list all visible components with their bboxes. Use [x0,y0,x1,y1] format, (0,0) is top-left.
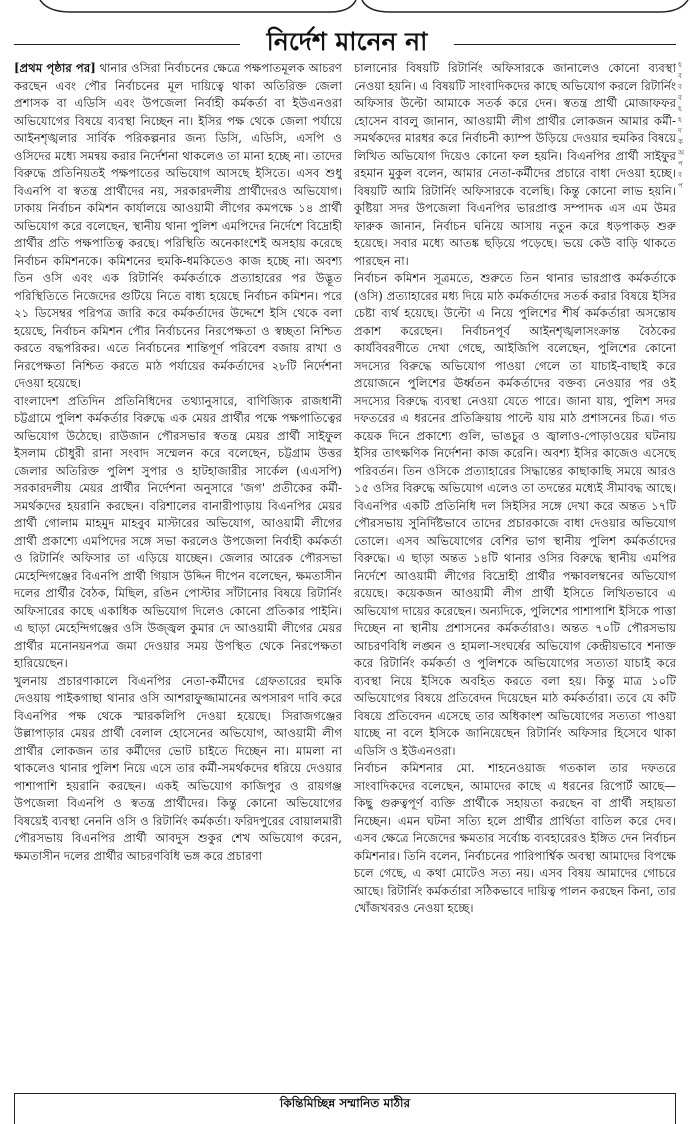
margin-glyph: হ [678,61,682,69]
margin-glyph: ব [678,94,682,102]
left-column [14,60,342,1090]
top-border-curve [0,0,690,14]
margin-glyph: ক [678,138,683,146]
paragraph: খুলনায় প্রচারণাকালে বিএনপির নেতা-কর্মীদের গ্রেফতারের হুমকি দেওয়ায় পাইকগাছা থানার ওসি আশরাফুজ্জামানের অপসারণ দাবি করে বিএনপির পক্ষ থেকে স্মারকলিপি দেওয়া হয়েছে। সিরাজগঞ্জের উল্লাপাড়ার মেয়র প্রার্থী বেলাল হোসেনের অভিযোগ, আওয়ামী লীগ প্রার্থীর লোকজন তার কর্মীদের ভোট চাইতে দিচ্ছেন না। মামলা না থাকলেও থানার পুলিশ নিয়ে এসে তার কর্মী-সমর্থকদের ধরিয়ে দেওয়ার পাশাপাশি হয়রানি করছেন। একই অভিযোগ কাজিপুর ও রায়গঞ্জ উপজেলা বিএনপি ও স্বতন্ত্র প্রার্থীদের। কিন্তু কোনো অভিযোগের বিষয়েই ব্যবস্থা নেননি ওসি ও রিটার্নিং কর্মকর্তা। ফরিদপুরের বোয়ালমারী পৌরসভায় বিএনপির প্রার্থী আবদুস শুকুর শেখ অভিযোগ করেন, ক্ষমতাসীন দলের প্রার্থীর আচরণবিধি ভঙ্গ করে প্রচারণা [14,673,342,863]
margin-glyph: ব [678,83,682,91]
continued-from-marker: [প্রথম পৃষ্ঠার পর] [14,61,96,75]
right-column [354,60,676,1090]
bottom-box-heading: কিন্তিমিচ্ছিন্ন সম্মানিত মাঠীর [279,1096,411,1110]
margin-glyph: দ [678,127,682,135]
article-body [14,60,676,1090]
margin-glyph: হ [678,116,682,124]
margin-glyph: অ [678,149,685,157]
headline-rule-left [14,44,240,45]
margin-glyph: প [678,182,683,190]
paragraph [14,60,342,393]
margin-glyph: প [678,160,683,168]
bottom-boxed-article [14,1093,676,1124]
margin-glyph: ব [678,72,682,80]
paragraph: নির্বাচন কমিশন সূত্রমতে, শুরুতে তিন থানার ভারপ্রাপ্ত কর্মকর্তাকে (ওসি) প্রত্যাহারের মধ্য দিয়ে মাঠ কর্মকর্তাদের সতর্ক করার বিষয়ে ইসির চেষ্টা ব্যর্থ হয়েছে। উল্টো এ নিয়ে পুলিশের শীর্ষ কর্মকর্তারা অসন্তোষ প্রকাশ করেছেন। নির্বাচনপূর্ব আইনশৃঙ্খলাসংক্রান্ত বৈঠকের কার্যবিবরণীতে দেখা গেছে, আইজিপি বলেছেন, পুলিশের কোনো সদস্যের বিরুদ্ধে অভিযোগ পাওয়া গেলে তা যাচাই-বাছাই করে প্রয়োজনে পুলিশের ঊর্ধ্বতন কর্মকর্তাদের বক্তব্য নেওয়ার পর ওই সদস্যের বিরুদ্ধে ব্যবস্থা নেওয়া যেতে পারে। জানা যায়, পুলিশ সদর দফতরের এ ধরনের প্রতিক্রিয়ায় পাল্টে যায় মাঠ প্রশাসনের চিত্র। গত কয়েক দিনে প্রকাশ্যে গুলি, ভাঙচুর ও জ্বালাও-পোড়াওয়ের ঘটনায় ইসির তাৎক্ষণিক নির্দেশনা কাজ করেনি। অবশ্য ইসির কাজেও এসেছে পরিবর্তন। তিন ওসিকে প্রত্যাহারের সিদ্ধান্তের কাছাকাছি সময়ে আরও ১৫ ওসির বিরুদ্ধে অভিযোগ এলেও তা তদন্তের মধ্যেই সীমাবদ্ধ আছে। বিএনপির একটি প্রতিনিধি দল সিইসির সঙ্গে দেখা করে অন্তত ১৭টি পৌরসভায় সুনির্দিষ্টভাবে তাদের প্রচারকাজে বাধা দেওয়ার অভিযোগ তোলে। এসব অভিযোগের বেশির ভাগ স্থানীয় পুলিশ কর্মকর্তাদের বিরুদ্ধে। এ ছাড়া অন্তত ১৪টি থানার ওসির বিরুদ্ধে স্থানীয় এমপির নির্দেশে আওয়ামী লীগের বিদ্রোহী প্রার্থীর পক্ষাবলম্বনের অভিযোগ রয়েছে। কয়েকজন আওয়ামী লীগ প্রার্থী ইসিতে লিখিতভাবে এ অভিযোগ দায়ের করেছেন। অন্যদিকে, পুলিশের পাশাপাশি ইসিকে পাত্তা দিচ্ছেন না স্থানীয় প্রশাসনের কর্মকর্তারাও। অন্তত ৭০টি পৌরসভায় আচরণবিধি লঙ্ঘন ও হামলা-সংঘর্ষের অভিযোগ কেন্দ্রীয়ভাবে শনাক্ত করে রিটার্নিং কর্মকর্তা ও পুলিশকে অভিযোগের সত্যতা যাচাই করে ব্যবস্থা নিয়ে ইসিকে অবহিত করতে বলা হয়। কিন্তু মাত্র ১০টি অভিযোগের বিষয়ে প্রতিবেদন দিয়েছেন মাঠ কর্মকর্তারা। তবে যে কটি বিষয়ে প্রতিবেদন এসেছে তার অধিকাংশ অভিযোগের সত্যতা পাওয়া যাচ্ছে না বলে ইসিকে জানিয়েছেন রিটার্নিং অফিসার হিসেবে থাকা এডিসি ও ইউএনওরা। [354,271,676,758]
paragraph-text: থানার ওসিরা নির্বাচনের ক্ষেত্রে পক্ষপাতমূলক আচরণ করছেন এবং পৌর নির্বাচনের মূল দায়িত্বে থাকা অতিরিক্ত জেলা প্রশাসক বা এডিসি এবং উপজেলা নির্বাহী কর্মকর্তা বা ইউএনওরা অভিযোগের বিষয়ে ব্যবস্থা নিচ্ছেন না। ইসির পক্ষ থেকে জেলা পর্যায়ে আইনশৃঙ্খলার সার্বিক পরিকল্পনার জন্য ডিসি, এডিসি, এসপি ও ওসিদের মধ্যে সমন্বয় করার নির্দেশনা থাকলেও তা মানা হচ্ছে না। তাদের বিরুদ্ধে প্রতিনিয়তই পক্ষপাতের অভিযোগ আসছে ইসিতে। এসব শুধু বিএনপি বা স্বতন্ত্র প্রার্থীদের নয়, সরকারদলীয় প্রার্থীদেরও অভিযোগ। ঢাকায় নির্বাচন কমিশন কার্যালয়ে আওয়ামী লীগের কমপক্ষে ১৪ প্রার্থী অভিযোগ করে বলেছেন, স্থানীয় থানা পুলিশ এমপিদের নির্দেশে বিদ্রোহী প্রার্থীর প্রতি পক্ষপাতিত্ব করছে। পরিস্থিতি অনেকাংশেই অসহায় করেছে নির্বাচন কমিশনকে। কমিশনের হুমকি-ধমকিতেও কাজ হচ্ছে না। অবশ্য তিন ওসি এবং এক রিটার্নিং কর্মকর্তাকে প্রত্যাহারের পর উদ্ভূত পরিস্থিতিতে নিজেদের গুটিয়ে নিতে বাধ্য হয়েছে নির্বাচন কমিশন। পরে ২১ ডিসেম্বর পরিপত্র জারি করে কর্মকর্তাদের উদ্দেশে ইসি থেকে বলা হয়েছে, নির্বাচন কমিশন পৌর নির্বাচনের নিরপেক্ষতা ও স্বচ্ছতা নিশ্চিত করতে বদ্ধপরিকর। এতে নির্বাচনের শান্তিপূর্ণ পরিবেশ বজায় রাখা ও নিরপেক্ষতা নিশ্চিত করতে মাঠ পর্যায়ের কর্মকর্তাদের ২৮টি নির্দেশনা দেওয়া হয়েছে। [14,61,342,390]
margin-glyph: ব [678,171,682,179]
margin-glyph: হ [678,105,682,113]
adjacent-column-edge [678,60,690,1090]
headline: নির্দেশ মানেন না [266,27,428,56]
paragraph: চালানোর বিষয়টি রিটার্নিং অফিসারকে জানালেও কোনো ব্যবস্থা নেওয়া হয়নি। এ বিষয়টি সাংবাদিকদের কাছে অভিযোগ করলে রিটার্নিং অফিসার উল্টো আমাকে সতর্ক করে দেন। স্বতন্ত্র প্রার্থী মোজাফফর হোসেন বাবলু জানান, আওয়ামী লীগ প্রার্থীর লোকজন আমার কর্মী-সমর্থকদের মারধর করে নির্বাচনী ক্যাম্প উড়িয়ে দেওয়ার হুমকির বিষয়ে লিখিত অভিযোগ দিয়েও কোনো ফল হয়নি। বিএনপির প্রার্থী সাইফুর রহমান মুকুল বলেন, আমার নেতা-কর্মীদের প্রচারে বাধা দেওয়া হচ্ছে। বিষয়টি আমি রিটার্নিং অফিসারকে বলেছি। কিন্তু কোনো লাভ হয়নি। কুষ্টিয়া সদর উপজেলা বিএনপির ভারপ্রাপ্ত সম্পাদক এস এম উমর ফারুক জানান, নির্বাচন ঘনিয়ে আসায় নতুন করে ধড়পাকড় শুরু হয়েছে। সবার মধ্যে আতঙ্ক ছড়িয়ে পড়েছে। ভয়ে কেউ বাড়ি থাকতে পারছেন না। [354,61,676,268]
paragraph: নির্বাচন কমিশনার মো. শাহনেওয়াজ গতকাল তার দফতরে সাংবাদিকদের বলেছেন, আমাদের কাছে এ ধরনের রিপোর্ট আছে— কিছু গুরুত্বপূর্ণ ব্যক্তি প্রার্থীকে সহায়তা করছেন বা প্রার্থী সহায়তা নিচ্ছেন। এমন ঘটনা সত্যি হলে প্রার্থীর প্রার্থিতা বাতিল করে দেব। এসব ক্ষেত্রে নিজেদের ক্ষমতার সর্বোচ্চ ব্যবহারেরও ইঙ্গিত দেন নির্বাচন কমিশনার। তিনি বলেন, নির্বাচনের পারিপার্শ্বিক অবস্থা আমাদের বিপক্ষে চলে গেছে, এ কথা মোটেও সত্য নয়। এসব বিষয় আমাদের গোচরে আছে। রিটার্নিং কর্মকর্তারা সঠিকভাবে দায়িত্ব পালন করছেন কিনা, তার খোঁজখবরও নেওয়া হচ্ছে। [354,761,676,915]
paragraph: বাংলাদেশ প্রতিদিন প্রতিনিধিদের তথ্যানুসারে, বাণিজ্যিক রাজধানী চট্টগ্রামে পুলিশ কর্মকর্তার বিরুদ্ধে এক মেয়র প্রার্থীর পক্ষে পক্ষপাতিত্বের অভিযোগ উঠেছে। রাউজান পৌরসভার স্বতন্ত্র মেয়র প্রার্থী সাইফুল ইসলাম চৌধুরী রানা সংবাদ সম্মেলন করে বলেছেন, চট্টগ্রাম উত্তর জেলার অতিরিক্ত পুলিশ সুপার ও হাটহাজারীর সার্কেল (এএসপি) সরকারদলীয় মেয়র প্রার্থীর নির্দেশনা অনুসারে 'জগ' প্রতীকের কর্মী-সমর্থকদের হয়রানি করছেন। বরিশালের বানারীপাড়ায় বিএনপির মেয়র প্রার্থী গোলাম মাহমুদ মাহবুব মাস্টারের অভিযোগ, আওয়ামী লীগের প্রার্থী প্রকাশ্যে এমপিদের সঙ্গে সভা করলেও উপজেলা নির্বাহী কর্মকর্তা ও রিটার্নিং অফিসার তা এড়িয়ে যাচ্ছেন। জেলার আরেক পৌরসভা মেহেন্দিগঞ্জের বিএনপি প্রার্থী গিয়াস উদ্দিন দীপেন বলেছেন, ক্ষমতাসীন দলের প্রার্থীর বৈঠক, মিছিল, রঙিন পোস্টার সাঁটানোর বিষয়ে রিটার্নিং অফিসারের কাছে একাধিক অভিযোগ দিলেও কোনো প্রতিকার পাইনি। এ ছাড়া মেহেন্দিগঞ্জের ওসি উজ্জ্বল কুমার দে আওয়ামী লীগের মেয়র প্রার্থীর মনোনয়নপত্র জমা দেওয়ার সময় উপস্থিত থেকে নিরপেক্ষতা হারিয়েছেন। [14,393,342,670]
headline-rule-right [454,44,676,45]
